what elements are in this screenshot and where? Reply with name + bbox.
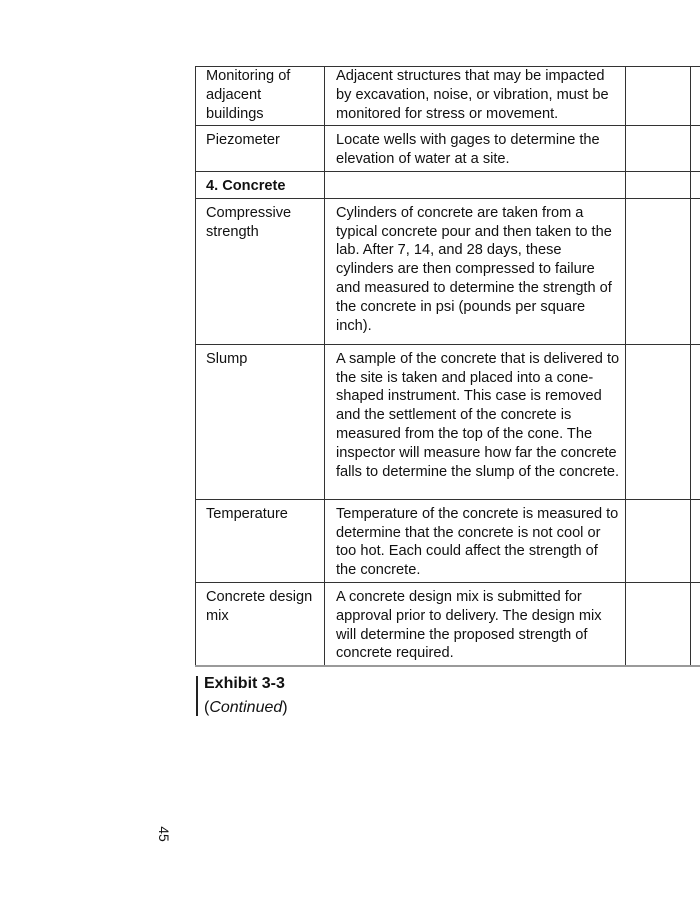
empty-cell (626, 67, 691, 126)
term-cell: Concrete design mix (196, 582, 325, 666)
table-row (196, 582, 700, 666)
table-row (196, 344, 700, 499)
section-row (196, 171, 700, 198)
term-cell: Temperature (196, 499, 325, 582)
open-paren: ( (204, 699, 210, 716)
empty-cell (626, 198, 691, 344)
description-cell: A concrete design mix is submitted for approval prior to delivery. The design mix will determine the proposed strength of concrete required. (325, 582, 626, 666)
exhibit-title: Exhibit 3-3 (204, 675, 285, 692)
empty-cell (691, 344, 700, 499)
empty-cell (691, 67, 700, 126)
exhibit-subtitle (204, 698, 288, 718)
empty-cell (626, 582, 691, 666)
description-cell: Temperature of the concrete is measured to determine that the concrete is not cool or too hot. Each could affect the strength of the concrete. (325, 499, 626, 582)
empty-cell (691, 171, 700, 198)
term-cell: Slump (196, 344, 325, 499)
exhibit-caption (196, 676, 288, 716)
continued-label: Continued (209, 699, 283, 716)
empty-cell (626, 499, 691, 582)
exhibit-table (195, 66, 700, 667)
page-number: 45 (156, 826, 172, 842)
empty-cell (626, 171, 691, 198)
table-row (196, 198, 700, 344)
description-cell: Adjacent structures that may be impacted by excavation, noise, or vibration, must be monitored for stress or movement. (325, 67, 626, 126)
term-cell: Compressive strength (196, 198, 325, 344)
empty-cell (691, 582, 700, 666)
table-row (196, 126, 700, 172)
close-paren: ) (282, 699, 288, 716)
description-cell: A sample of the concrete that is delivered to the site is taken and placed into a cone-shaped instrument. This case is removed and the settlement of the concrete is measured from the top of the cone. The inspector will measure how far the concrete falls to determine the slump of the concrete. (325, 344, 626, 499)
empty-cell (626, 344, 691, 499)
section-heading: 4. Concrete (196, 171, 325, 198)
empty-cell (691, 126, 700, 172)
table-row (196, 67, 700, 126)
description-cell: Cylinders of concrete are taken from a typical concrete pour and then taken to the lab. After 7, 14, and 28 days, these cylinders are then compressed to failure and measured to determine the strength of the concrete in psi (pounds per square inch). (325, 198, 626, 344)
empty-cell (626, 126, 691, 172)
empty-cell (325, 171, 626, 198)
term-cell: Monitoring of adjacent buildings (196, 67, 325, 126)
empty-cell (691, 198, 700, 344)
description-cell: Locate wells with gages to determine the elevation of water at a site. (325, 126, 626, 172)
term-cell: Piezometer (196, 126, 325, 172)
table-row (196, 499, 700, 582)
empty-cell (691, 499, 700, 582)
